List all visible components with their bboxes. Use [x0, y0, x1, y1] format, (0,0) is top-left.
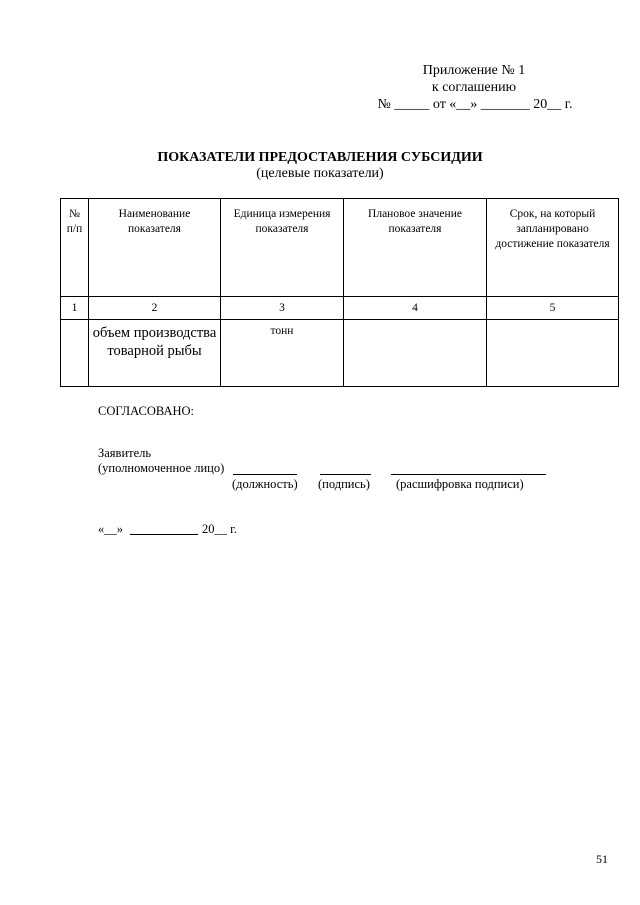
table-row — [61, 320, 619, 387]
column-header-name: Наименование показателя — [89, 199, 221, 297]
column-number-4: 4 — [344, 297, 487, 320]
decoding-caption: (расшифровка подписи) — [396, 477, 524, 491]
column-number-5: 5 — [487, 297, 619, 320]
cell-indicator-name[interactable]: объем производства товарной рыбы — [89, 320, 221, 387]
table-header-row — [61, 199, 619, 297]
indicators-table — [60, 198, 619, 387]
column-number-2: 2 — [89, 297, 221, 320]
approved-label: СОГЛАСОВАНО: — [98, 404, 195, 418]
signature-caption: (подпись) — [318, 477, 370, 491]
position-line[interactable] — [233, 462, 297, 475]
cell-number[interactable] — [61, 320, 89, 387]
column-number-1: 1 — [61, 297, 89, 320]
page-subtitle: (целевые показатели) — [256, 166, 384, 181]
position-caption: (должность) — [232, 477, 298, 491]
date-day: «__» — [98, 522, 123, 536]
cell-deadline[interactable] — [487, 320, 619, 387]
page-number: 51 — [596, 852, 608, 866]
cell-plan-value[interactable] — [344, 320, 487, 387]
applicant-label: Заявитель — [98, 446, 152, 460]
date-year: 20__ г. — [202, 522, 237, 536]
annex-number: Приложение № 1 — [422, 63, 526, 78]
decoding-line[interactable] — [391, 462, 546, 475]
annex-agreement: к соглашению — [431, 80, 517, 95]
table-numbers-row — [61, 297, 619, 320]
annex-agreement-number: № _____ от «__» _______ 20__ г. — [377, 97, 573, 112]
column-header-unit: Единица измерения показателя — [221, 199, 344, 297]
page-title: ПОКАЗАТЕЛИ ПРЕДОСТАВЛЕНИЯ СУБСИДИИ — [157, 150, 483, 165]
column-header-deadline: Срок, на который запланировано достижение показателя — [487, 199, 619, 297]
column-header-plan: Плановое значение показателя — [344, 199, 487, 297]
column-header-number: № п/п — [61, 199, 89, 297]
authorized-person-label: (уполномоченное лицо) — [98, 461, 225, 475]
signature-line[interactable] — [320, 462, 371, 475]
column-number-3: 3 — [221, 297, 344, 320]
date-month-line[interactable] — [130, 522, 198, 535]
cell-unit[interactable]: тонн — [221, 320, 344, 387]
